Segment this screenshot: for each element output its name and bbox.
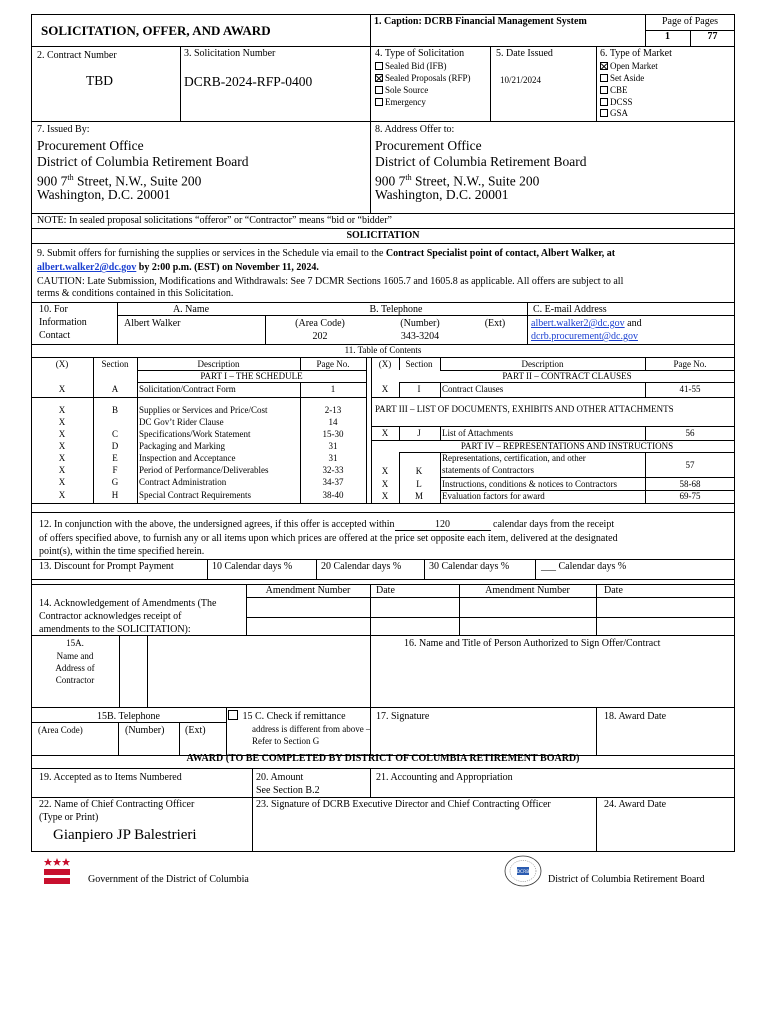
discount-30-days: 30 Calendar days % — [429, 561, 510, 572]
toc-row-section: L — [416, 479, 422, 489]
toc-row-page: 58-68 — [679, 479, 701, 489]
ext-label: (Ext) — [484, 318, 506, 329]
amendment-number-label: Amendment Number — [485, 585, 570, 596]
contracting-officer-label-2: (Type or Print) — [39, 812, 99, 823]
signature-label: 17. Signature — [376, 711, 430, 722]
item9-line1: 9. Submit offers for furnishing the supplies or services in the Schedule via email to the Contract Specialist point of contact, Albert Walker, at — [37, 248, 616, 259]
caution-line1: CAUTION: Late Submission, Modifications and Withdrawals: See 7 DCMR Sections 1605.7 and 1605.8 as applicable. All offers are subject to all — [37, 276, 624, 287]
contracting-officer-label-1: 22. Name of Chief Contracting Officer — [39, 799, 195, 810]
contract-number-value: TBD — [86, 73, 113, 88]
toc-row-x: X — [381, 479, 389, 489]
contact-email-link[interactable]: albert.walker2@dc.gov — [37, 262, 137, 273]
offeror-note: NOTE: In sealed proposal solicitations “offeror” or “Contractor” means “bid or “bidder” — [37, 215, 392, 226]
toc-row-section: I — [417, 384, 421, 394]
number-15b: (Number) — [125, 725, 165, 736]
toc-row-page: 31 — [328, 441, 338, 451]
toc-row-x: X — [58, 465, 66, 475]
telephone-label: B. Telephone — [369, 304, 423, 315]
item9-line2: albert.walker2@dc.gov by 2:00 p.m. (EST) on November 11, 2024. — [37, 262, 319, 273]
award-date-24-label: 24. Award Date — [604, 799, 667, 810]
solicitation-type-label: 4. Type of Solicitation — [375, 48, 465, 59]
issued-by-line2: District of Columbia Retirement Board — [37, 154, 249, 169]
market-open-market[interactable]: Open Market — [600, 61, 658, 72]
checkbox-icon[interactable] — [375, 62, 383, 70]
toc-row-description: statements of Contractors — [442, 465, 534, 475]
area-code-label: (Area Code) — [295, 318, 345, 329]
authorized-signer-field[interactable] — [372, 652, 734, 707]
address-offer-line3: 900 7th Street, N.W., Suite 200 — [375, 173, 540, 189]
email-line1: albert.walker2@dc.gov and — [531, 318, 642, 329]
toc-row-page: 41-55 — [679, 384, 701, 394]
market-gsa[interactable]: GSA — [600, 108, 628, 119]
remittance-check[interactable]: 15 C. Check if remittance — [228, 710, 346, 723]
toc-row-page: 14 — [328, 417, 338, 427]
issued-by-line3: 900 7th Street, N.W., Suite 200 — [37, 173, 202, 189]
toc-row-x: X — [58, 417, 66, 427]
toc-row-page: 57 — [685, 460, 695, 470]
toc-row-section: J — [417, 428, 421, 438]
toc-row-section: B — [111, 405, 118, 415]
address-offer-label: 8. Address Offer to: — [375, 124, 455, 135]
checkbox-icon[interactable] — [600, 86, 608, 94]
toc-row-section: M — [414, 491, 423, 501]
toc-row-page: 34-37 — [322, 477, 344, 487]
toc-col-page-left: Page No. — [316, 359, 350, 369]
solicitation-type-sealed-bid[interactable]: Sealed Bid (IFB) — [375, 61, 447, 72]
toc-col-desc-left: Description — [197, 359, 240, 369]
address-offer-line1: Procurement Office — [375, 138, 482, 153]
caution-line2: terms & conditions contained in this Solicitation. — [37, 288, 234, 299]
address-offer-line2: District of Columbia Retirement Board — [375, 154, 587, 169]
toc-col-desc-right: Description — [521, 359, 564, 369]
issued-by-line1: Procurement Office — [37, 138, 144, 153]
toc-row-section: E — [112, 453, 118, 463]
toc-row-x: X — [381, 466, 389, 476]
contact-label-3: Contact — [39, 330, 71, 341]
email-label: C. E-mail Address — [533, 304, 607, 315]
toc-row-section: A — [111, 384, 119, 394]
number-label: (Number) — [400, 318, 440, 329]
toc-row-page: 31 — [328, 453, 338, 463]
item12-line1: 12. In conjunction with the above, the undersigned agrees, if this offer is accepted within 120 calendar days from the receipt — [39, 519, 615, 530]
toc-row-section: D — [111, 441, 119, 451]
discount-10-days: 10 Calendar days % — [212, 561, 293, 572]
solicitation-type-emergency[interactable]: Emergency — [375, 97, 426, 108]
telephone-15b-label: 15B. Telephone — [97, 711, 160, 722]
solicitation-type-sole-source[interactable]: Sole Source — [375, 85, 428, 96]
contact-name-label: A. Name — [172, 304, 210, 315]
page-number: 1 — [665, 31, 670, 42]
contractor-label-1: 15A. — [66, 638, 84, 648]
seal-text: DCRB — [516, 870, 530, 876]
footer-left-text: Government of the District of Columbia — [88, 874, 249, 885]
toc-col-section-left: Section — [101, 359, 129, 369]
contact-label-1: 10. For — [39, 304, 68, 315]
toc-row-description: Contract Administration — [139, 477, 227, 487]
caption: 1. Caption: DCRB Financial Management System — [374, 16, 587, 27]
toc-row-x: X — [58, 429, 66, 439]
amendment-date-label: Date — [604, 585, 623, 596]
toc-row-page: 69-75 — [679, 491, 701, 501]
toc-row-page: 1 — [330, 384, 336, 394]
item12-line3: point(s), within the time specified herein. — [39, 546, 205, 557]
toc-title: 11. Table of Contents — [344, 345, 422, 355]
issued-by-label: 7. Issued By: — [37, 124, 90, 135]
signature-field[interactable] — [372, 724, 596, 754]
accounting-label: 21. Accounting and Appropriation — [376, 772, 513, 783]
checkbox-icon[interactable] — [600, 109, 608, 117]
toc-row-description: Evaluation factors for award — [442, 491, 545, 501]
toc-row-x: X — [381, 428, 389, 438]
market-dcss[interactable]: DCSS — [600, 97, 633, 108]
market-set-aside[interactable]: Set Aside — [600, 73, 644, 84]
amount-value: See Section B.2 — [256, 785, 320, 796]
discount-label: 13. Discount for Prompt Payment — [39, 561, 174, 572]
page-count: 77 — [707, 31, 718, 42]
toc-row-description: Solicitation/Contract Form — [139, 384, 236, 394]
toc-row-page: 2-13 — [324, 405, 342, 415]
toc-row-x: X — [58, 477, 66, 487]
item12-line2: of offers specified above, to furnish any or all items upon which prices are offered at the price set opposite each item, delivered at the designated — [39, 533, 618, 544]
toc-col-page-right: Page No. — [673, 359, 707, 369]
award-date-18-label: 18. Award Date — [604, 711, 667, 722]
checkbox-icon[interactable] — [600, 74, 608, 82]
toc-row-x: X — [58, 441, 66, 451]
acceptance-days: 120 — [395, 519, 491, 531]
contractor-label-2: Name and — [56, 651, 94, 661]
discount-other-days: ___ Calendar days % — [541, 561, 627, 572]
toc-col-x-right: (X) — [378, 359, 392, 369]
toc-row-x: X — [381, 491, 389, 501]
area-code-value: 202 — [312, 331, 328, 342]
dcrb-seal-icon — [503, 855, 543, 887]
executive-signature-label: 23. Signature of DCRB Executive Director and Chief Contracting Officer — [256, 799, 551, 810]
toc-row-description: Period of Performance/Deliverables — [139, 465, 269, 475]
ext-15b: (Ext) — [185, 725, 206, 736]
checked-checkbox-icon[interactable] — [600, 62, 608, 70]
number-value: 343-3204 — [400, 331, 440, 342]
checkbox-icon[interactable] — [600, 98, 608, 106]
contractor-label-4: Contractor — [55, 675, 95, 685]
date-issued-value: 10/21/2024 — [500, 75, 542, 85]
amendments-line1: 14. Acknowledgement of Amendments (The — [39, 598, 217, 609]
procurement-email-link[interactable]: dcrb.procurement@dc.gov — [531, 331, 638, 342]
contact-label-2: Information — [39, 317, 87, 328]
toc-row-description: Supplies or Services and Price/Cost — [139, 405, 268, 415]
accepted-items-label: 19. Accepted as to Items Numbered — [39, 772, 182, 783]
amendments-line2: Contractor acknowledges receipt of — [39, 611, 182, 622]
toc-row-page: 32-33 — [322, 465, 344, 475]
toc-row-x: X — [58, 453, 66, 463]
issued-by-line4: Washington, D.C. 20001 — [37, 187, 171, 202]
checkbox-icon[interactable] — [375, 86, 383, 94]
contractor-label-3: Address of — [55, 663, 95, 673]
toc-row-section: C — [111, 429, 118, 439]
solicitation-number-label: 3. Solicitation Number — [184, 48, 276, 59]
checkbox-icon[interactable] — [375, 98, 383, 106]
toc-row-description: Inspection and Acceptance — [139, 453, 236, 463]
date-issued-label: 5. Date Issued — [496, 48, 553, 59]
toc-col-x-left: (X) — [55, 359, 69, 369]
authorized-signer-label: 16. Name and Title of Person Authorized to Sign Offer/Contract — [404, 638, 661, 649]
dc-flag-icon — [44, 858, 70, 888]
toc-row-section: G — [111, 477, 119, 487]
solicitation-type-sealed-proposals[interactable]: Sealed Proposals (RFP) — [375, 73, 471, 84]
address-offer-line4: Washington, D.C. 20001 — [375, 187, 509, 202]
toc-row-page: 56 — [685, 428, 695, 438]
market-cbe[interactable]: CBE — [600, 85, 628, 96]
toc-row-description: Packaging and Marking — [139, 441, 225, 451]
toc-row-x: X — [381, 384, 389, 394]
amendments-line3: amendments to the SOLICITATION): — [39, 624, 191, 635]
amount-label: 20. Amount — [256, 772, 304, 783]
toc-row-x: X — [58, 384, 66, 394]
contractor-address-field[interactable] — [148, 636, 370, 706]
toc-row-section: F — [112, 465, 118, 475]
toc-part3-heading: PART III – LIST OF DOCUMENTS, EXHIBITS AND OTHER ATTACHMENTS — [375, 404, 674, 414]
solicitation-number-value: DCRB-2024-RFP-0400 — [184, 74, 313, 89]
market-type-label: 6. Type of Market — [600, 48, 672, 59]
contract-number-label: 2. Contract Number — [37, 50, 117, 61]
toc-row-x: X — [58, 405, 66, 415]
toc-row-section: K — [415, 466, 423, 476]
amendment-date-label: Date — [376, 585, 395, 596]
toc-row-description: Specifications/Work Statement — [139, 429, 251, 439]
contact-name-value: Albert Walker — [124, 318, 181, 329]
email-line2 — [531, 331, 638, 343]
remittance-line3: Refer to Section G — [252, 736, 320, 746]
area-code-15b: (Area Code) — [38, 725, 83, 735]
toc-row-description: DC Gov’t Rider Clause — [139, 417, 224, 427]
toc-part2-heading: PART II – CONTRACT CLAUSES — [502, 371, 632, 381]
solicitation-heading: SOLICITATION — [346, 230, 420, 241]
contact-email-link[interactable]: albert.walker2@dc.gov — [531, 318, 625, 329]
toc-row-x: X — [58, 490, 66, 500]
toc-part4-heading: PART IV – REPRESENTATIONS AND INSTRUCTIONS — [460, 441, 674, 451]
checked-checkbox-icon[interactable] — [375, 74, 383, 82]
toc-row-page: 15-30 — [322, 429, 344, 439]
page-of-pages-label: Page of Pages — [661, 16, 719, 27]
remittance-line2: address is different from above – — [252, 724, 371, 734]
toc-col-section-right: Section — [405, 359, 433, 369]
toc-row-description: Instructions, conditions & notices to Contractors — [442, 479, 617, 489]
toc-part1-heading: PART I – THE SCHEDULE — [200, 371, 303, 381]
checkbox-icon[interactable] — [228, 710, 238, 720]
toc-row-description: Representations, certification, and other — [442, 453, 586, 463]
award-heading: AWARD (TO BE COMPLETED BY DISTRICT OF COLUMBIA RETIREMENT BOARD) — [186, 753, 580, 764]
footer-right-text: District of Columbia Retirement Board — [548, 874, 705, 885]
toc-row-description: Contract Clauses — [442, 384, 504, 394]
toc-row-page: 38-40 — [322, 490, 344, 500]
amendment-number-label: Amendment Number — [265, 585, 351, 596]
contracting-officer-name: Gianpiero JP Balestrieri — [53, 827, 197, 843]
toc-row-description: Special Contract Requirements — [139, 490, 251, 500]
toc-row-section: H — [111, 490, 119, 500]
toc-row-description: List of Attachments — [442, 428, 513, 438]
form-title: SOLICITATION, OFFER, AND AWARD — [41, 23, 271, 38]
discount-20-days: 20 Calendar days % — [321, 561, 402, 572]
